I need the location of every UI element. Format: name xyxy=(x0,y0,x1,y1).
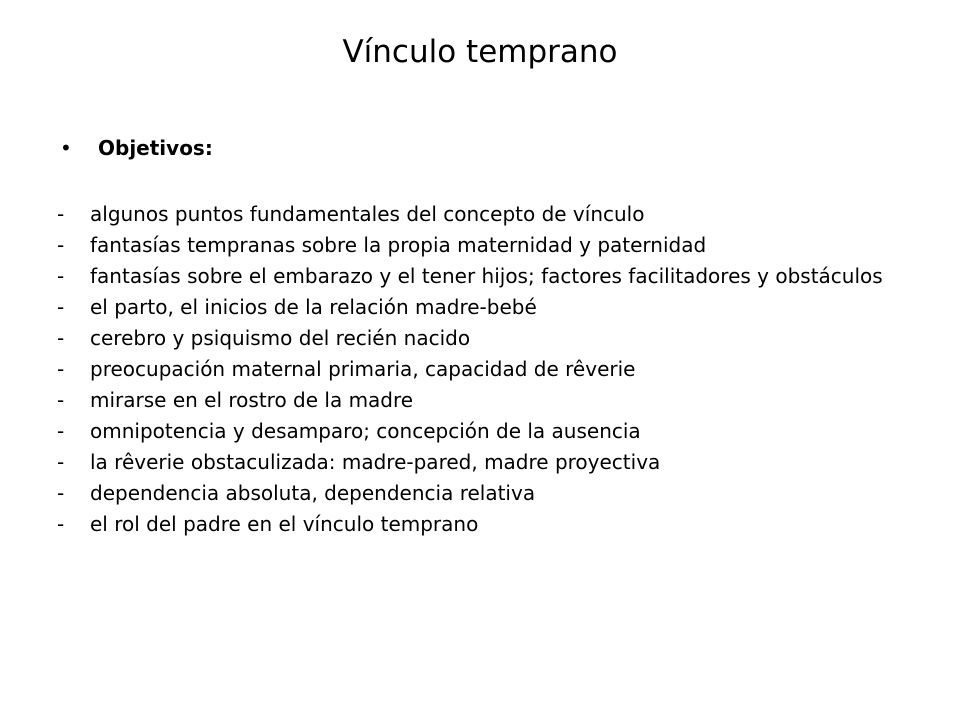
list-item xyxy=(57,233,917,257)
dash-icon: - xyxy=(57,450,65,474)
objectives-list xyxy=(57,202,917,536)
list-item-text: el rol del padre en el vínculo temprano xyxy=(90,512,479,536)
list-item-text: la rêverie obstaculizada: madre-pared, madre proyectiva xyxy=(90,450,661,474)
list-item-text: dependencia absoluta, dependencia relativa xyxy=(90,481,536,505)
list-item xyxy=(57,357,917,381)
list-item-text: mirarse en el rostro de la madre xyxy=(90,388,414,412)
dash-icon: - xyxy=(57,357,65,381)
list-item xyxy=(57,419,917,443)
list-item xyxy=(57,388,917,412)
list-item-text: fantasías tempranas sobre la propia maternidad y paternidad xyxy=(90,233,707,257)
dash-icon: - xyxy=(57,481,65,505)
list-item xyxy=(57,295,917,319)
list-item-text: preocupación maternal primaria, capacidad de rêverie xyxy=(90,357,636,381)
list-item xyxy=(57,512,917,536)
list-item-text: algunos puntos fundamentales del concepto de vínculo xyxy=(90,202,645,226)
list-item xyxy=(57,326,917,350)
dash-icon: - xyxy=(57,326,65,350)
objectives-label: Objetivos: xyxy=(98,136,213,160)
dash-icon: - xyxy=(57,202,65,226)
list-item xyxy=(57,481,917,505)
dash-icon: - xyxy=(57,295,65,319)
bullet-icon: • xyxy=(60,136,72,160)
spacer xyxy=(57,163,917,202)
list-item xyxy=(57,264,917,288)
list-item-text: omnipotencia y desamparo; concepción de la ausencia xyxy=(90,419,641,443)
slide-content xyxy=(57,133,917,543)
dash-icon: - xyxy=(57,512,65,536)
objectives-heading xyxy=(57,133,917,163)
dash-icon: - xyxy=(57,233,65,257)
list-item-text: fantasías sobre el embarazo y el tener hijos; factores facilitadores y obstáculos xyxy=(90,264,883,288)
list-item-text: cerebro y psiquismo del recién nacido xyxy=(90,326,471,350)
dash-icon: - xyxy=(57,419,65,443)
slide-title: Vínculo temprano xyxy=(342,34,618,70)
list-item-text: el parto, el inicios de la relación madre-bebé xyxy=(90,295,537,319)
list-item xyxy=(57,202,917,226)
dash-icon: - xyxy=(57,264,65,288)
list-item xyxy=(57,450,917,474)
dash-icon: - xyxy=(57,388,65,412)
